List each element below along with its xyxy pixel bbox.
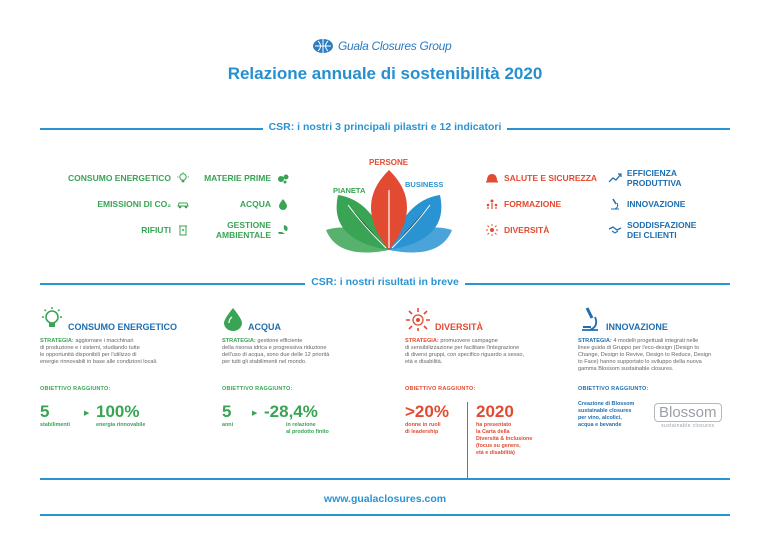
indicator-label: GESTIONE bbox=[227, 220, 271, 230]
strategy-text: aggiornare i macchinari bbox=[75, 338, 134, 344]
indicator-label: ACQUA bbox=[239, 199, 271, 209]
indicator-efficienza bbox=[608, 168, 733, 188]
website-link[interactable]: www.gualaclosures.com bbox=[323, 493, 447, 505]
diversity-icon bbox=[485, 224, 499, 236]
strategy-label: STRATEGIA: bbox=[405, 338, 439, 344]
strategy-text: dell'uso di acqua, sono due delle 12 priorità bbox=[222, 352, 330, 358]
materials-icon bbox=[276, 172, 290, 184]
metric-label: al prodotto finito bbox=[286, 429, 329, 435]
strategy-label: STRATEGIA: bbox=[578, 338, 612, 344]
indicator-label: MATERIE PRIME bbox=[204, 173, 271, 183]
indicator-diversita bbox=[485, 224, 600, 236]
result-water bbox=[222, 306, 387, 436]
section-header-results bbox=[40, 276, 730, 290]
strategy-text: per tutti gli stabilimenti nel mondo. bbox=[222, 359, 307, 365]
indicator-label: EMISSIONI DI CO₂ bbox=[97, 199, 171, 209]
result-text: sustainable closures bbox=[578, 408, 632, 414]
strategy-text: della risorsa idrica e progressiva riduzione bbox=[222, 345, 327, 351]
result-text: acqua e bevande bbox=[578, 422, 622, 428]
people-indicators bbox=[485, 172, 600, 236]
strategy-text: Change, Design to Revive, Design to Reduce, Design bbox=[578, 352, 712, 358]
pillar-business: BUSINESS bbox=[405, 180, 444, 189]
strategy-text: gamma Blossom sustainable closures. bbox=[578, 366, 674, 372]
metric-label: stabilimenti bbox=[40, 422, 70, 428]
blossom-logo bbox=[654, 403, 722, 429]
indicator-gestione-ambientale bbox=[190, 220, 290, 240]
page-title: Relazione annuale di sostenibilità 2020 bbox=[227, 64, 543, 83]
strategy-label: STRATEGIA: bbox=[40, 338, 74, 344]
metric-label: donne in ruoli bbox=[405, 422, 441, 428]
bulb-icon bbox=[176, 172, 190, 184]
strategy-text: di diversi gruppi, con specifico riguardo a sesso, bbox=[405, 352, 525, 358]
handshake-icon bbox=[608, 224, 622, 236]
metric-label: di leadership bbox=[405, 429, 439, 435]
metric-value: 5 bbox=[222, 402, 232, 421]
leaf-hand-icon bbox=[276, 224, 290, 236]
section-header-pillars bbox=[40, 121, 730, 135]
metric-label: ha presentato bbox=[476, 422, 512, 428]
indicator-acqua bbox=[190, 198, 290, 210]
strategy-text: 4 modelli progettuali integrati nelle bbox=[613, 338, 699, 344]
indicator-salute bbox=[485, 172, 600, 184]
objective-label: OBIETTIVO RAGGIUNTO: bbox=[405, 386, 476, 392]
strategy-label: STRATEGIA: bbox=[222, 338, 256, 344]
metric-value: >20% bbox=[405, 402, 449, 421]
objective-label: OBIETTIVO RAGGIUNTO: bbox=[40, 386, 111, 392]
indicator-formazione bbox=[485, 198, 600, 210]
indicator-soddisfazione bbox=[608, 220, 733, 240]
strategy-text: energie rinnovabili in base alle condizioni locali. bbox=[40, 359, 158, 365]
metric-value: 5 bbox=[40, 402, 50, 421]
strategy-text: le opportunità disponibili per l'utilizzo di bbox=[40, 352, 137, 358]
planet-indicators-mid bbox=[190, 172, 290, 240]
result-title: DIVERSITÀ bbox=[435, 322, 484, 332]
business-indicators bbox=[608, 168, 733, 240]
arrow-right-icon: ▶ bbox=[252, 410, 258, 417]
metric-label: età e disabilità) bbox=[476, 450, 515, 456]
indicator-label: AMBIENTALE bbox=[215, 230, 271, 240]
water-drop-icon bbox=[222, 306, 244, 332]
metric-label: Diversità & Inclusione bbox=[476, 436, 533, 442]
pillar-persone: PERSONE bbox=[369, 158, 409, 167]
indicator-innovazione bbox=[608, 198, 733, 210]
strategy-text: di produzione e i sistemi, studiando tutte bbox=[40, 345, 140, 351]
indicator-label: SALUTE E SICUREZZA bbox=[504, 173, 598, 183]
result-title: INNOVAZIONE bbox=[606, 322, 668, 332]
microscope-icon bbox=[608, 198, 622, 210]
planet-indicators-left bbox=[40, 172, 190, 236]
metric-value: 100% bbox=[96, 402, 140, 421]
metric-label: energia rinnovabile bbox=[96, 422, 146, 428]
metric-label: anni bbox=[222, 422, 234, 428]
divider bbox=[40, 514, 730, 516]
metric-label: la Carta della bbox=[476, 429, 510, 435]
water-drop-icon bbox=[276, 198, 290, 210]
strategy-text: promuovere campagne bbox=[440, 338, 498, 344]
result-text: per vino, alcolici, bbox=[578, 415, 622, 421]
microscope-icon bbox=[578, 306, 602, 332]
result-energy bbox=[40, 306, 205, 429]
metric-value: -28,4% bbox=[264, 402, 318, 421]
indicator-label: SODDISFAZIONE bbox=[627, 220, 697, 230]
section-title: CSR: i nostri 3 principali pilastri e 12 indicatori bbox=[263, 121, 508, 133]
blossom-tagline: sustainable closures bbox=[661, 423, 715, 429]
globe-icon bbox=[312, 38, 334, 54]
indicator-label: DEI CLIENTI bbox=[627, 230, 677, 240]
blossom-name: Blossom bbox=[654, 403, 722, 422]
indicator-label: EFFICIENZA PRODUTTIVA bbox=[626, 168, 682, 188]
indicator-consumo-energetico bbox=[40, 172, 190, 184]
indicator-label: DIVERSITÀ bbox=[504, 225, 550, 235]
divider bbox=[40, 478, 730, 480]
objective-label: OBIETTIVO RAGGIUNTO: bbox=[222, 386, 293, 392]
pillar-pianeta: PIANETA bbox=[333, 186, 366, 195]
metric-label: in relazione bbox=[286, 422, 316, 428]
strategy-text: linee guida di Gruppo per l'eco-design (Design to bbox=[578, 345, 700, 351]
arrow-right-icon: ▶ bbox=[84, 410, 90, 417]
result-title: CONSUMO ENERGETICO bbox=[68, 322, 178, 332]
brand-logo bbox=[312, 36, 462, 56]
indicator-label: CONSUMO ENERGETICO bbox=[68, 173, 171, 183]
indicator-rifiuti bbox=[40, 224, 190, 236]
result-diversity bbox=[405, 306, 570, 480]
brand-name: Guala Closures Group bbox=[338, 39, 452, 53]
bulb-icon bbox=[40, 306, 64, 332]
indicator-emissioni bbox=[40, 198, 190, 210]
indicator-label: INNOVAZIONE bbox=[627, 199, 686, 209]
objective-label: OBIETTIVO RAGGIUNTO: bbox=[578, 386, 649, 392]
indicator-label: FORMAZIONE bbox=[504, 199, 562, 209]
car-icon bbox=[176, 198, 190, 210]
helmet-icon bbox=[485, 172, 499, 184]
metric-value: 2020 bbox=[476, 402, 514, 421]
result-innovation bbox=[578, 306, 738, 429]
bin-icon bbox=[176, 224, 190, 236]
diversity-icon bbox=[405, 306, 431, 332]
result-text: Creazione di Blossom bbox=[578, 401, 635, 407]
trend-up-icon bbox=[608, 172, 622, 184]
strategy-text: gestione efficiente bbox=[257, 338, 303, 344]
result-title: ACQUA bbox=[248, 322, 281, 332]
strategy-text: to Face) hanno supportato lo sviluppo della nuova bbox=[578, 359, 702, 365]
indicator-materie-prime bbox=[190, 172, 290, 184]
section-title: CSR: i nostri risultati in breve bbox=[305, 276, 465, 288]
training-icon bbox=[485, 198, 499, 210]
indicator-label: RIFIUTI bbox=[141, 225, 171, 235]
strategy-text: di sensibilizzazione per facilitare l'integrazione bbox=[405, 345, 520, 351]
strategy-text: età e disabilità. bbox=[405, 359, 443, 365]
metric-label: (focus su genere, bbox=[476, 443, 521, 449]
